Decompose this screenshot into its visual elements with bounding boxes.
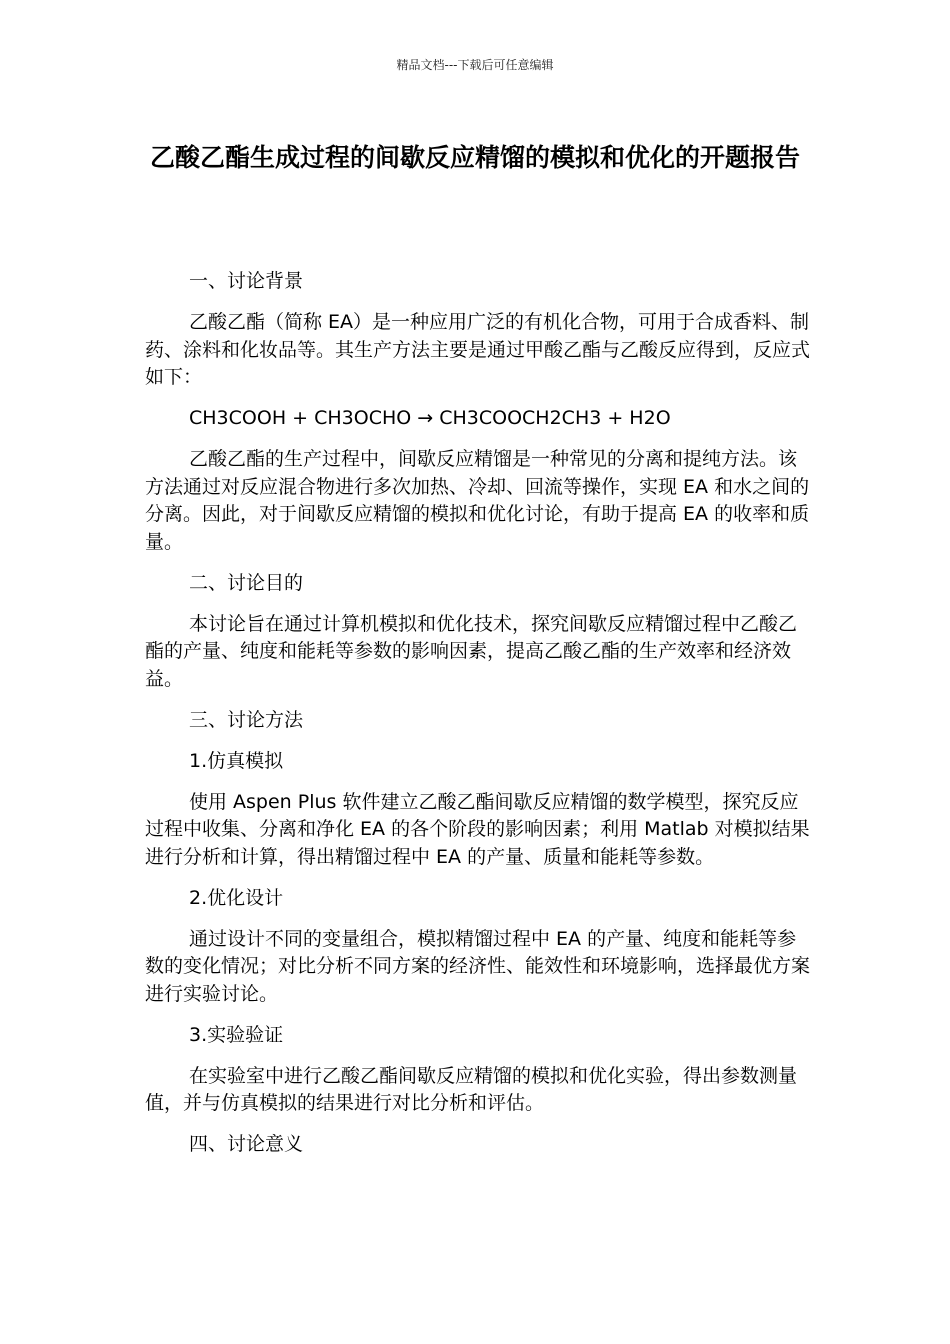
paragraph-background-process: 乙酸乙酯的生产过程中，间歇反应精馏是一种常见的分离和提纯方法。该方法通过对反应混合物进行多次加热、冷却、回流等操作，实现 EA 和水之间的分离。因此，对于间歇反应精馏的模拟和优化讨论，有助于提高 EA 的收率和质量。 xyxy=(145,448,810,553)
document-body xyxy=(145,268,810,1172)
paragraph-background-intro: 乙酸乙酯（简称 EA）是一种应用广泛的有机化合物，可用于合成香料、制药、涂料和化妆品等。其生产方法主要是通过甲酸乙酯与乙酸反应得到，反应式如下： xyxy=(145,311,811,388)
page-header-watermark: 精品文档---下载后可任意编辑 xyxy=(396,58,554,72)
section-heading-significance: 四、讨论意义 xyxy=(189,1133,304,1155)
paragraph-purpose: 本讨论旨在通过计算机模拟和优化技术，探究间歇反应精馏过程中乙酸乙酯的产量、纯度和能耗等参数的影响因素，提高乙酸乙酯的生产效率和经济效益。 xyxy=(145,612,798,690)
subheading-experiment: 3.实验验证 xyxy=(189,1023,284,1046)
paragraph-optimization: 通过设计不同的变量组合，模拟精馏过程中 EA 的产量、纯度和能耗等参数的变化情况；对比分析不同方案的经济性、能效性和环境影响，选择最优方案进行实验讨论。 xyxy=(145,927,811,1005)
document-title: 乙酸乙酯生成过程的间歇反应精馏的模拟和优化的开题报告 xyxy=(149,143,800,172)
subheading-optimization: 2.优化设计 xyxy=(189,886,284,909)
section-heading-methods: 三、讨论方法 xyxy=(189,708,304,731)
subheading-simulation: 1.仿真模拟 xyxy=(189,749,284,772)
section-heading-purpose: 二、讨论目的 xyxy=(189,571,304,594)
reaction-equation: CH3COOH + CH3OCHO → CH3COOCH2CH3 + H2O xyxy=(189,407,671,429)
paragraph-experiment: 在实验室中进行乙酸乙酯间歇反应精馏的模拟和优化实验，得出参数测量值，并与仿真模拟的结果进行对比分析和评估。 xyxy=(145,1064,798,1114)
section-heading-background: 一、讨论背景 xyxy=(189,270,304,292)
paragraph-simulation: 使用 Aspen Plus 软件建立乙酸乙酯间歇反应精馏的数学模型，探究反应过程中收集、分离和净化 EA 的各个阶段的影响因素；利用 Matlab 对模拟结果进行分析和计算，得出精馏过程中 EA 的产量、质量和能耗等参数。 xyxy=(145,790,810,868)
